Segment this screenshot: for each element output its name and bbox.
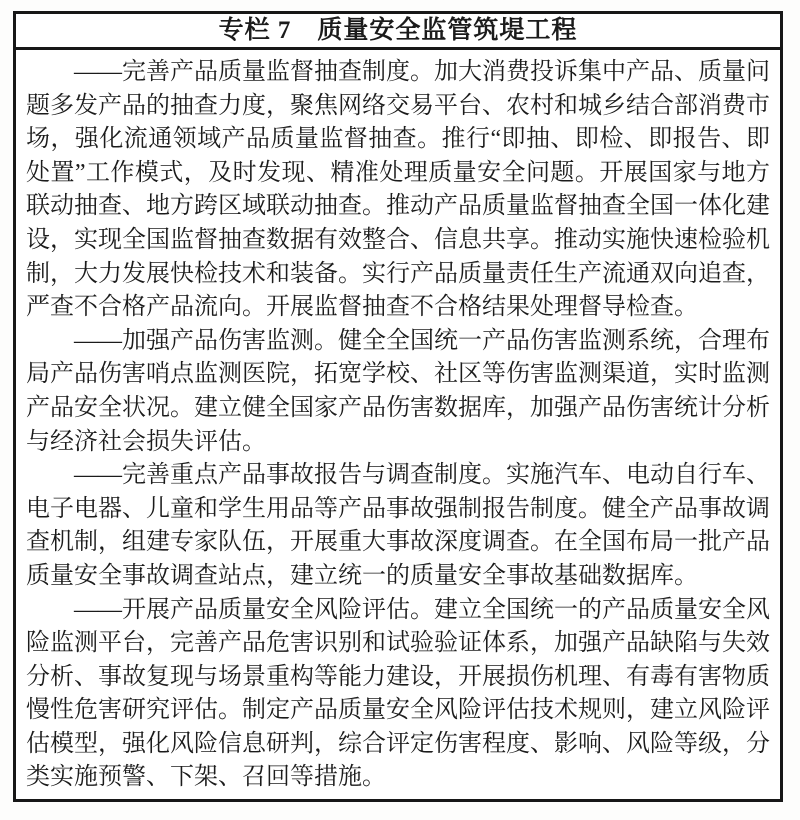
paragraph-risk-assessment: ——开展产品质量安全风险评估。建立全国统一的产品质量安全风险监测平台，完善产品危害识别和试验验证体系，加强产品缺陷与失效分析、事故复现与场景重构等能力建设，开展损伤机理、有毒有害物质慢性危害研究评估。制定产品质量安全风险评估技术规则，建立风险评估模型，强化风险信息研判，综合评定伤害程度、影响、风险等级，分类实施预警、下架、召回等措施。 [26, 596, 770, 791]
panel-title-bar [16, 14, 780, 50]
paragraph-accident-reporting: ——完善重点产品事故报告与调查制度。实施汽车、电动自行车、电子电器、儿童和学生用品等产品事故强制报告制度。健全产品事故调查机制，组建专家队伍，开展重大事故深度调查。在全国布局一批产品质量安全事故调查站点，建立统一的质量安全事故基础数据库。 [26, 462, 770, 589]
panel-body [16, 50, 780, 795]
paragraph-injury-monitoring: ——加强产品伤害监测。健全全国统一产品伤害监测系统，合理布局产品伤害哨点监测医院，拓宽学校、社区等伤害监测渠道，实时监测产品安全状况。建立健全国家产品伤害数据库，加强产品伤害统计分析与经济社会损失评估。 [26, 327, 770, 455]
panel-title: 专栏 7 质量安全监管筑堤工程 [218, 17, 578, 44]
column-7-panel [13, 11, 783, 802]
paragraph-supervision-sampling: ——完善产品质量监督抽查制度。加大消费投诉集中产品、质量问题多发产品的抽查力度，聚焦网络交易平台、农村和城乡结合部消费市场，强化流通领域产品质量监督抽查。推行“即抽、即检、即报告、即处置”工作模式，及时发现、精准处理质量安全问题。开展国家与地方联动抽查、地方跨区域联动抽查。推动产品质量监督抽查全国一体化建设，实现全国监督抽查数据有效整合、信息共享。推动实施快速检验机制，大力发展快检技术和装备。实行产品质量责任生产流通双向追查，严查不合格产品流向。开展监督抽查不合格结果处理督导检查。 [26, 59, 770, 321]
